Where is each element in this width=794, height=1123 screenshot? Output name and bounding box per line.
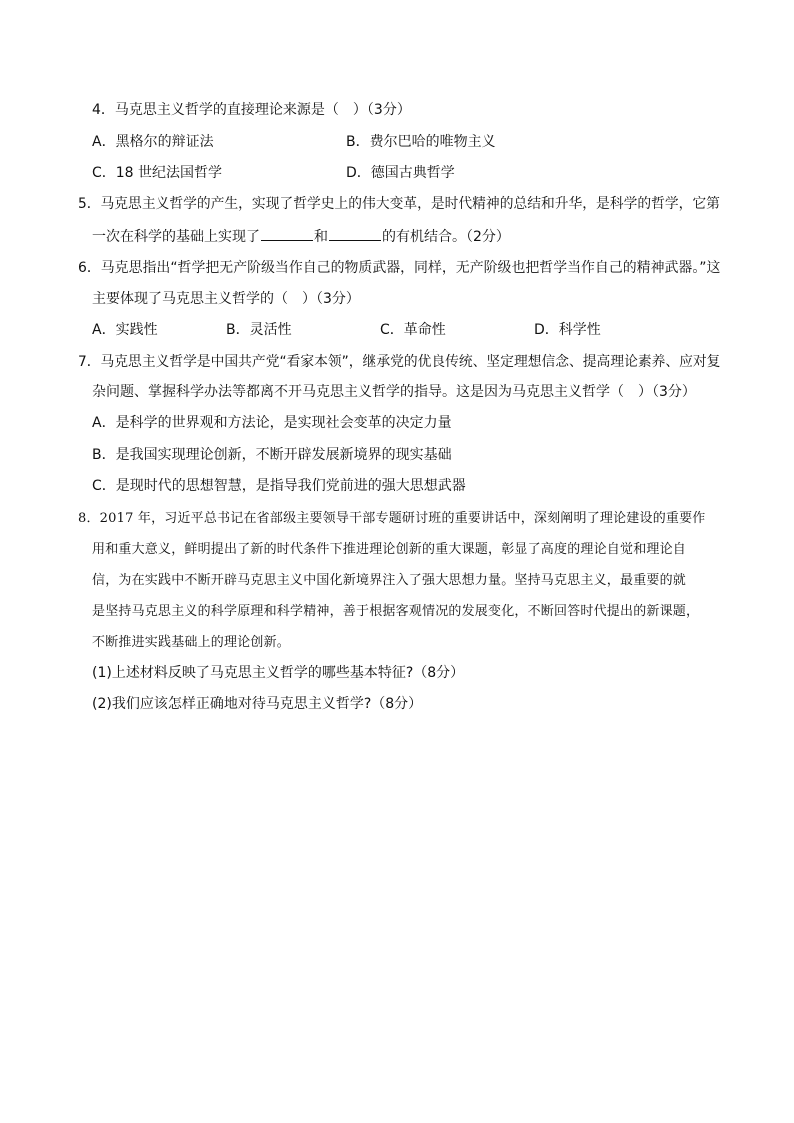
q8-material-line2: 用和重大意义，鲜明提出了新的时代条件下推进理论创新的重大课题，彰显了高度的理论自觉和理论自 [92,542,687,557]
q5-blank-1 [261,226,313,241]
q8-material-line1: 8．2017 年，习近平总书记在省部级主要领导干部专题研讨班的重要讲话中，深刻阐明了理论建设的重要作 [78,511,706,526]
q6-line2: 主要体现了马克思主义哲学的（ ）（3分） [92,291,360,307]
q7-option-a: A．是科学的世界观和方法论，是实现社会变革的决定力量 [92,415,452,431]
q4-option-a: A．黑格尔的辩证法 [92,134,214,150]
q7-line2: 杂问题、掌握科学办法等都离不开马克思主义哲学的指导。这是因为马克思主义哲学（ ）（3分） [92,384,696,400]
q7-option-c: C．是现时代的思想智慧，是指导我们党前进的强大思想武器 [92,478,466,494]
q5-line2-mid: 和 [314,229,328,245]
q6-option-d: D．科学性 [534,322,601,338]
q4-option-c: C．18 世纪法国哲学 [92,165,223,181]
q8-subquestion-2: (2)我们应该怎样正确地对待马克思主义哲学?（8分） [92,696,423,712]
q8-subquestion-1: (1)上述材料反映了马克思主义哲学的哪些基本特征?（8分） [92,665,465,681]
q8-material-line4: 是坚持马克思主义的科学原理和科学精神，善于根据客观情况的发展变化，不断回答时代提出的新课题， [92,604,700,619]
q6-option-b: B．灵活性 [226,322,292,338]
q5-line1: 5．马克思主义哲学的产生，实现了哲学史上的伟大变革，是时代精神的总结和升华，是科学的哲学，它第 [78,196,720,212]
q4-option-b: B．费尔巴哈的唯物主义 [346,134,496,150]
q5-blank-2 [329,226,381,241]
q5-line2-pre: 一次在科学的基础上实现了 [92,229,260,245]
q7-line1: 7．马克思主义哲学是中国共产党“看家本领”，继承党的优良传统、坚定理想信念、提高理论素养、应对复 [78,354,721,370]
q6-option-a: A．实践性 [92,322,158,338]
q5-line2-post: 的有机结合。（2分） [382,229,510,245]
q4-stem: 4．马克思主义哲学的直接理论来源是（ ）（3分） [92,102,411,118]
q8-material-line3: 信，为在实践中不断开辟马克思主义中国化新境界注入了强大思想力量。坚持马克思主义，最重要的就 [92,573,687,588]
q8-material-line5: 不断推进实践基础上的理论创新。 [92,635,291,650]
q6-option-c: C．革命性 [380,322,446,338]
q7-option-b: B．是我国实现理论创新，不断开辟发展新境界的现实基础 [92,447,452,463]
q6-line1: 6．马克思指出“哲学把无产阶级当作自己的物质武器，同样，无产阶级也把哲学当作自己的精神武器。”这 [78,260,721,276]
q4-option-d: D．德国古典哲学 [346,165,455,181]
q5-line2 [92,226,510,246]
